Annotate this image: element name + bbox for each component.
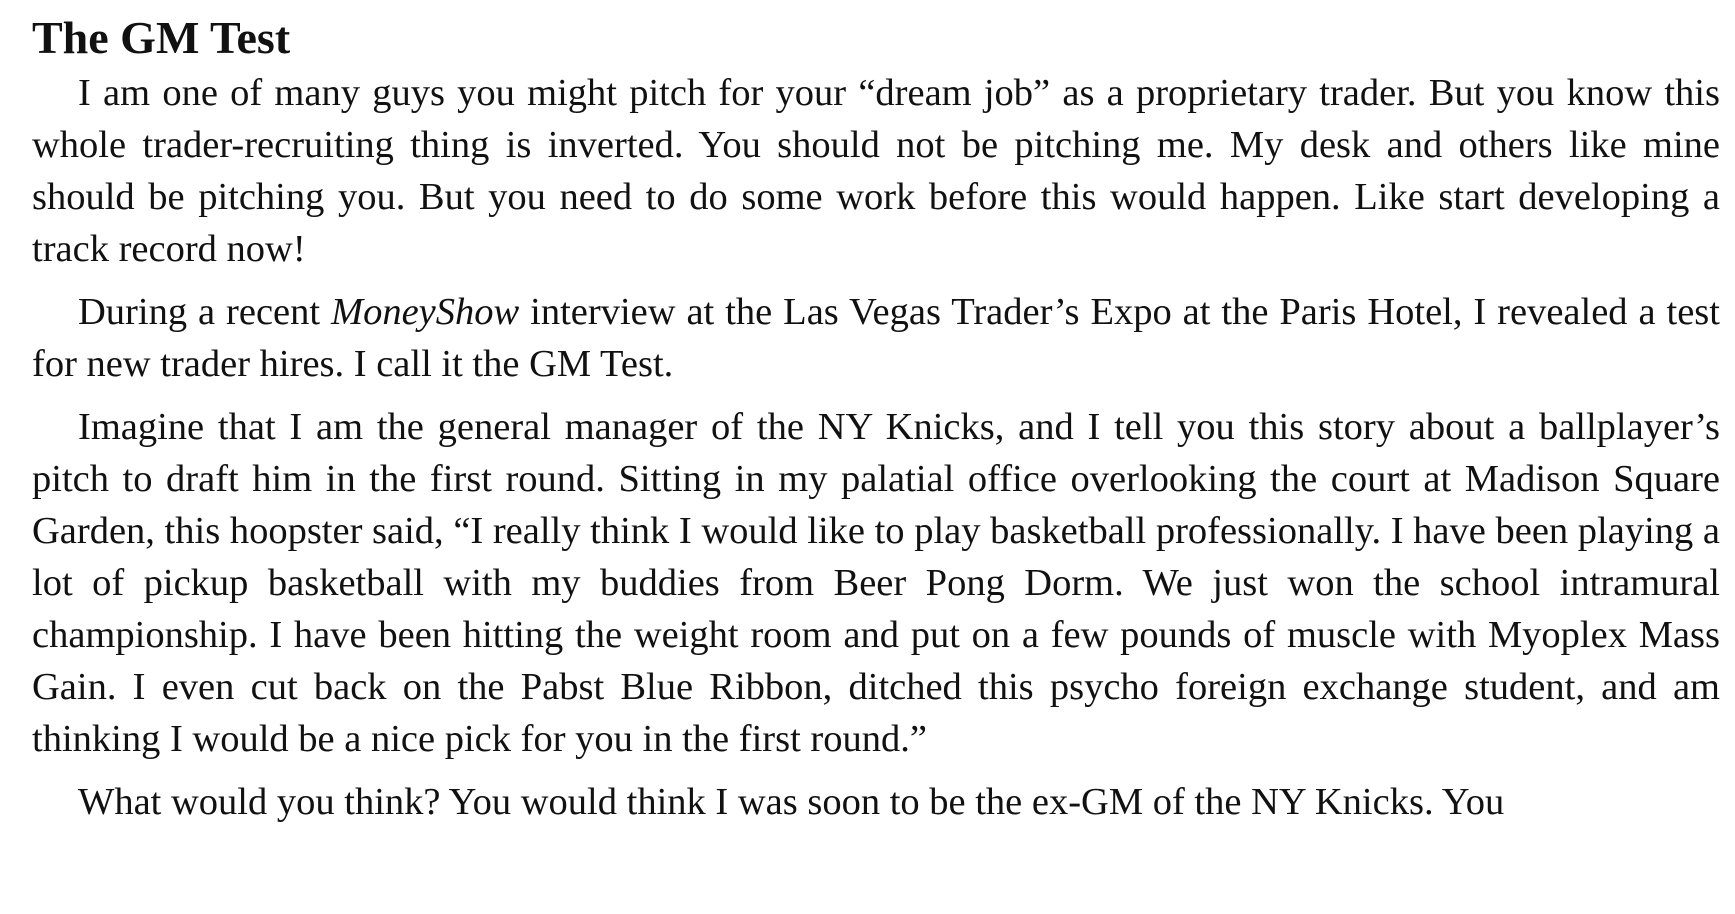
paragraph-text-end: interview at the Las Vegas Trader’s Expo at the Paris Hotel, I revealed a test for new trader hires. I call it the GM Test. bbox=[32, 291, 1720, 385]
paragraph-dream-job: I am one of many guys you might pitch for your “dream job” as a proprietary trader. But you know this whole trader-recruiting thing is inverted. You should not be pitching me. My desk and others like mine should be pitching you. But you need to do some work before this would happen. Like start developing a track record now! bbox=[32, 72, 1720, 270]
paragraph-knicks-story: Imagine that I am the general manager of the NY Knicks, and I tell you this story about a ballplayer’s pitch to draft him in the first round. Sitting in my palatial office overlooking the court at Madison Square Garden, this hoopster said, “I really think I would like to play basketball professionally. I have been playing a lot of pickup basketball with my buddies from Beer Pong Dorm. We just won the school intramural championship. I have been hitting the weight room and put on a few pounds of muscle with Myoplex Mass Gain. I even cut back on the Pabst Blue Ribbon, ditched this psycho foreign exchange student, and am thinking I would be a nice pick for you in the first round.” bbox=[32, 406, 1720, 760]
paragraph-ex-gm: What would you think? You would think I was soon to be the ex-GM of the NY Knicks. You bbox=[78, 781, 1505, 823]
section-title: The GM Test bbox=[32, 12, 291, 63]
document-page bbox=[32, 0, 1720, 828]
paragraph-text-start: During a recent bbox=[78, 291, 332, 333]
publication-title-italic: MoneyShow bbox=[331, 291, 520, 333]
paragraph-moneyshow-interview bbox=[32, 286, 1720, 390]
